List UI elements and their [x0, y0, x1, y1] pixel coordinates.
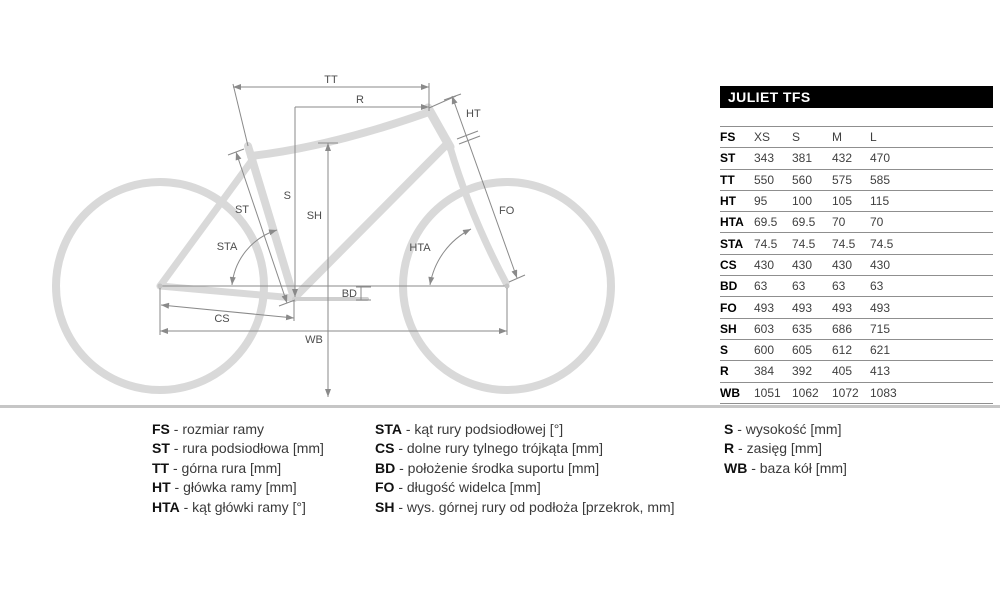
section-divider — [0, 405, 1000, 408]
geometry-table — [720, 126, 993, 404]
row-value: 69.5 — [792, 215, 816, 230]
row-value: 686 — [832, 321, 853, 336]
dim-label-ht: HT — [466, 108, 481, 120]
legend-item: R - zasięg [mm] — [724, 440, 823, 457]
table-row — [720, 318, 993, 339]
row-value: 1062 — [792, 385, 819, 400]
legend-abbr: SH — [375, 498, 395, 515]
legend-column-3 — [724, 420, 847, 478]
row-value: XS — [754, 130, 771, 145]
row-value: 74.5 — [754, 236, 778, 251]
dim-ht-top-tick — [444, 94, 461, 100]
legend-abbr: FO — [375, 479, 395, 496]
row-value: 612 — [832, 343, 853, 358]
legend-abbr: HT — [152, 479, 171, 496]
chainstay-tube — [160, 286, 294, 298]
bike-geometry-diagram — [0, 0, 710, 420]
row-value: 413 — [870, 364, 891, 379]
row-label: WB — [720, 385, 740, 400]
row-value: 493 — [832, 300, 853, 315]
legend-abbr: R — [724, 440, 735, 457]
table-row — [720, 297, 993, 318]
front-axle-dot — [505, 284, 510, 289]
dim-label-sh: SH — [306, 210, 322, 222]
row-value: 635 — [792, 321, 813, 336]
dim-label-fo: FO — [499, 205, 515, 217]
table-row — [720, 382, 993, 403]
row-value: 585 — [870, 172, 891, 187]
row-label: BD — [720, 279, 738, 294]
row-value: 1051 — [754, 385, 781, 400]
table-row — [720, 190, 993, 211]
legend-abbr: STA — [375, 421, 402, 437]
row-label: TT — [720, 172, 735, 187]
legend-item: FO - długość widelca [mm] — [375, 479, 541, 496]
legend-item: SH - wys. górnej rury od podłoża [przekrok, mm] — [375, 498, 675, 515]
legend-item: STA - kąt rury podsiodłowej [°] — [375, 421, 564, 437]
dim-label-cs: CS — [214, 313, 230, 325]
dim-label-hta: HTA — [409, 242, 431, 254]
row-value: 74.5 — [832, 236, 856, 251]
row-value: 343 — [754, 151, 775, 166]
top-tube — [251, 112, 429, 156]
row-label: HTA — [720, 215, 744, 230]
row-value: L — [870, 130, 877, 145]
dim-label-st: ST — [234, 204, 250, 216]
headtube-top-connector — [429, 96, 456, 108]
legend-abbr: CS — [375, 440, 395, 457]
dim-fo-end-tick — [509, 275, 525, 282]
legend-item: S - wysokość [mm] — [724, 421, 842, 437]
row-value: 575 — [832, 172, 853, 187]
row-value: 70 — [870, 215, 884, 230]
row-value: 100 — [792, 194, 813, 209]
row-value: 74.5 — [792, 236, 816, 251]
table-row — [720, 212, 993, 233]
dim-label-wb: WB — [305, 334, 323, 346]
head-tube — [428, 108, 450, 147]
table-row — [720, 233, 993, 254]
legend-item: ST - rura podsiodłowa [mm] — [152, 440, 324, 457]
row-value: 74.5 — [870, 236, 894, 251]
row-label: FS — [720, 130, 736, 145]
dim-st-bottom-tick — [279, 300, 295, 306]
row-value: 392 — [792, 364, 813, 379]
row-value: 430 — [754, 257, 775, 272]
seat-tube — [248, 146, 294, 298]
table-title: JULIET TFS — [720, 86, 993, 108]
row-label: CS — [720, 257, 737, 272]
row-label: STA — [720, 236, 744, 251]
legend-column-1 — [152, 420, 324, 517]
row-value: S — [792, 130, 801, 145]
dim-label-r: R — [356, 94, 364, 106]
dim-label-tt: TT — [324, 74, 338, 86]
row-value: 381 — [792, 151, 813, 166]
row-label: S — [720, 343, 729, 358]
table-row — [720, 169, 993, 190]
legend-column-2 — [375, 420, 675, 517]
legend-item: HTA - kąt główki ramy [°] — [152, 498, 306, 515]
seatpost-axis-extension — [233, 84, 248, 146]
legend-item: BD - położenie środka suportu [mm] — [375, 459, 600, 476]
legend-item: FS - rozmiar ramy — [152, 421, 265, 437]
row-value: 715 — [870, 321, 891, 336]
dim-label-bd: BD — [341, 288, 357, 300]
row-value: 1072 — [832, 385, 859, 400]
legend-abbr: FS — [152, 421, 170, 437]
row-value: 95 — [754, 194, 768, 209]
table-row — [720, 127, 993, 148]
legend-abbr: S — [724, 421, 734, 437]
row-value: 384 — [754, 364, 775, 379]
row-value: 430 — [832, 257, 853, 272]
row-value: 470 — [870, 151, 891, 166]
row-value: 69.5 — [754, 215, 778, 230]
legend-item: HT - główka ramy [mm] — [152, 479, 297, 496]
row-label: FO — [720, 300, 737, 315]
legend-abbr: WB — [724, 459, 748, 476]
row-value: 430 — [792, 257, 813, 272]
row-value: 550 — [754, 172, 775, 187]
rear-axle-dot — [158, 284, 163, 289]
row-value: 605 — [792, 343, 813, 358]
row-value: M — [832, 130, 842, 145]
row-value: 560 — [792, 172, 813, 187]
row-value: 621 — [870, 343, 891, 358]
row-value: 430 — [870, 257, 891, 272]
row-value: 63 — [832, 279, 846, 294]
legend-item: CS - dolne rury tylnego trójkąta [mm] — [375, 440, 603, 457]
row-value: 432 — [832, 151, 853, 166]
table-row — [720, 361, 993, 382]
row-value: 603 — [754, 321, 775, 336]
dim-label-sta: STA — [216, 241, 238, 253]
row-value: 63 — [792, 279, 806, 294]
row-value: 493 — [754, 300, 775, 315]
dimension-lines — [158, 83, 526, 397]
legend-abbr: TT — [152, 459, 170, 476]
frame-tubes — [160, 108, 506, 299]
row-label: ST — [720, 151, 736, 166]
dim-st-top-tick — [228, 149, 244, 155]
legend-item: TT - górna rura [mm] — [152, 459, 282, 476]
row-value: 63 — [870, 279, 884, 294]
row-value: 115 — [870, 194, 890, 209]
row-value: 1083 — [870, 385, 897, 400]
row-label: HT — [720, 194, 736, 209]
row-value: 70 — [832, 215, 846, 230]
row-value: 105 — [832, 194, 853, 209]
row-value: 63 — [754, 279, 768, 294]
table-row — [720, 148, 993, 169]
dim-label-s: S — [283, 190, 291, 202]
table-row — [720, 276, 993, 297]
row-value: 600 — [754, 343, 775, 358]
table-row — [720, 254, 993, 275]
legend-abbr: BD — [375, 459, 396, 476]
row-value: 405 — [832, 364, 853, 379]
row-value: 493 — [870, 300, 891, 315]
row-value: 493 — [792, 300, 813, 315]
legend-abbr: HTA — [152, 498, 180, 515]
dim-hta-arc — [430, 229, 471, 285]
row-label: SH — [720, 321, 737, 336]
table-row — [720, 339, 993, 360]
legend-item: WB - baza kół [mm] — [724, 459, 847, 476]
legend-abbr: ST — [152, 440, 170, 457]
row-label: R — [720, 364, 729, 379]
